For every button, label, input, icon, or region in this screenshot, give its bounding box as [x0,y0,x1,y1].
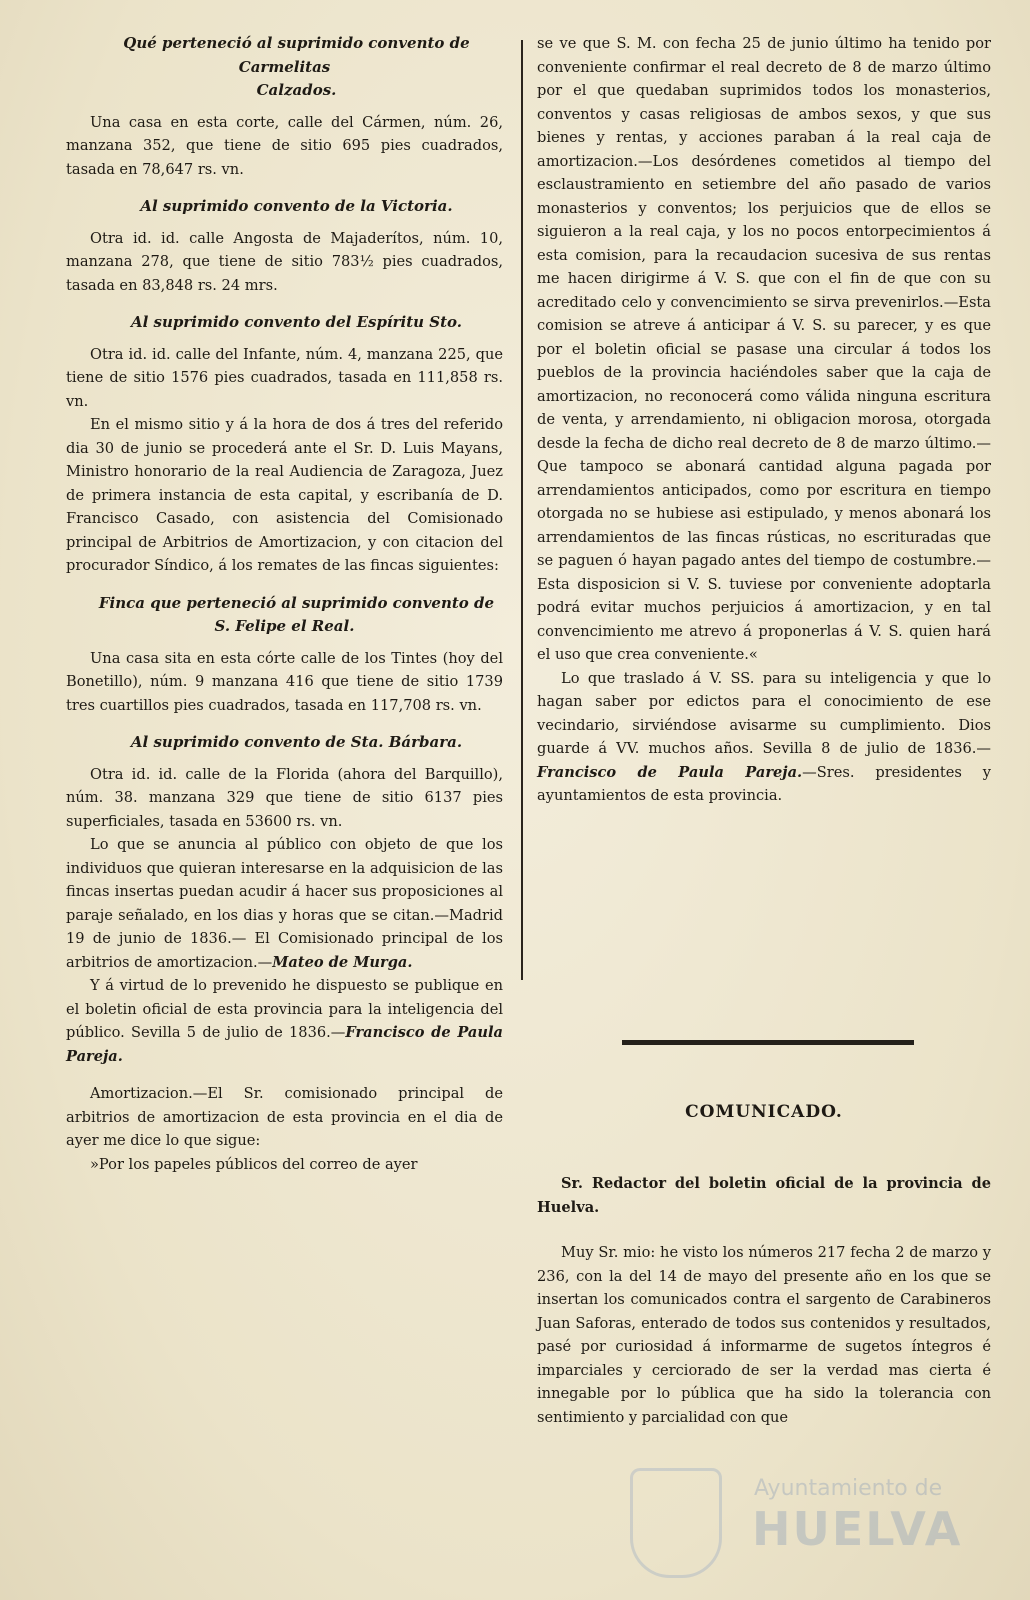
section-divider [622,1040,914,1045]
heading-victoria: Al suprimido convento de la Victoria. [140,197,453,215]
paragraph-casa-tintes: Una casa sita en esta córte calle de los Tintes (hoy del Bonetillo), núm. 9 manzana 416 que tiene de sitio 1739 tres cuartillos pies cuadrados, tasada en 117,708 rs. vn. [66,649,503,714]
signature-pareja-2: Francisco de Paula Pareja. [537,763,803,781]
heading-carmelitas: Qué perteneció al suprimido convento de Carmelitas [123,34,470,76]
shield-icon [630,1468,722,1578]
paragraph-casa-carmen: Una casa en esta corte, calle del Cármen, núm. 26, manzana 352, que tiene de sitio 695 pies cuadrados, tasada en 78,647 rs. vn. [66,113,503,178]
watermark-line2: HUELVA [752,1502,963,1556]
left-column [66,32,503,1176]
heading-comunicado: COMUNICADO. [685,1102,843,1122]
signature-pareja: Francisco de Paula Pareja. [66,1024,503,1065]
watermark-stamp [630,1468,980,1578]
paragraph-casa-angosta: Otra id. id. calle Angosta de Majaderítos, núm. 10, manzana 278, que tiene de sitio 783½ pies cuadrados, tasada en 83,848 rs. 24 mrs. [66,229,503,294]
paragraph-casa-florida: Otra id. id. calle de la Florida (ahora del Barquillo), núm. 38. manzana 329 que tiene de sitio 6137 pies superficiales, tasada en 53600 rs. vn. [66,765,503,830]
heading-felipe-real: Finca que perteneció al suprimido convento de S. Felipe el Real. [98,593,495,635]
column-rule [521,40,523,980]
paragraph-publicacion: Y á virtud de lo prevenido he dispuesto se publique en el boletin oficial de esta provincia para la inteligencia del público. Sevilla 5 de julio de 1836.—Francisco de Paula Pareja. [66,977,503,1065]
heading-santa-barbara: Al suprimido convento de Sta. Bárbara. [130,733,463,751]
right-column-comunicado [537,1172,991,1429]
heading-espiritu-santo: Al suprimido convento del Espíritu Sto. [130,313,463,331]
heading-calzados: Calzados. [256,81,337,99]
paragraph-papeles: »Por los papeles públicos del correo de ayer [90,1155,418,1173]
paragraph-anuncio: Lo que se anuncia al público con objeto de que los individuos que quieran interesarse en la adquisicion de las fincas insertas puedan acudir á hacer sus proposiciones al paraje señalado, en los dias y horas que se citan.—Madrid 19 de junio de 1836.— El Comisionado principal de los arbitrios de amortizacion.—Mateo de Murga. [66,836,503,971]
right-column [537,32,991,808]
paragraph-amortizacion: Amortizacion.—El Sr. comisionado principal de arbitrios de amortizacion de esta provincia en el dia de ayer me dice lo que sigue: [66,1085,503,1149]
signature-murga: Mateo de Murga. [272,953,413,971]
paragraph-casa-infante: Otra id. id. calle del Infante, núm. 4, manzana 225, que tiene de sitio 1576 pies cuadrados, tasada en 111,858 rs. vn. [66,345,503,410]
paragraph-remates: En el mismo sitio y á la hora de dos á tres del referido dia 30 de junio se procederá ante el Sr. D. Luis Mayans, Ministro honorario de la real Audiencia de Zaragoza, Juez de primera instancia de esta capital, y escribanía de D. Francisco Casado, con asistencia del Comisionado principal de Arbitrios de Amortizacion, y con citacion del procurador Síndico, á los remates de las fincas siguientes: [66,416,503,574]
watermark-line1: Ayuntamiento de [754,1476,943,1501]
paragraph-carta: Muy Sr. mio: he visto los números 217 fecha 2 de marzo y 236, con la del 14 de mayo del presente año en los que se insertan los comunicados contra el sargento de Carabineros Juan Saforas, enterado de todos sus contenidos y resultados, pasé por curiosidad á informarme de sugetos íntegros é imparciales y cerciorado de ser la verdad mas cierta é innegable por lo pública que ha sido la tolerancia con sentimiento y parcialidad con que [537,1244,991,1426]
paragraph-decreto: se ve que S. M. con fecha 25 de junio último ha tenido por conveniente confirmar el real decreto de 8 de marzo último por el que quedaban suprimidos todos los monasterios, conventos y casas religiosas de ambos sexos, y que sus bienes y rentas, y acciones paraban á la real caja de amortizacion.—Los desórdenes cometidos al tiempo del esclaustramiento en setiembre del año pasado de varios monasterios y conventos; los perjuicios que de ellos se siguieron a la real caja, y los no pocos entorpecimientos á esta comision, para la recaudacion sucesiva de sus rentas me hacen dirigirme á V. S. que con el fin de que con su acreditado celo y convencimiento se sirva prevenirlos.—Esta comision se atreve á anticipar á V. S. su parecer, y es que por el boletin oficial se pasase una circular á todos los pueblos de la provincia haciéndoles saber que la caja de amortizacion, no reconocerá como válida ninguna escritura de venta, y arrendamiento, ni obligacion morosa, otorgada desde la fecha de dicho real decreto de 8 de marzo último.—Que tampoco se abonará cantidad alguna pagada por arrendamientos anticipados, como por escritura en tiempo otorgada no se hubiese asi estipulado, y menos abonará los arrendamientos de las fincas rústicas, no escrituradas que se paguen ó hayan pagado antes del tiempo de costumbre.— Esta disposicion si V. S. tuviese por conveniente adoptarla podrá evitar muchos perjuicios á amortizacion, y en tal convencimiento me atrevo á proponerlas á V. S. quien hará el uso que crea conveniente.« [537,35,991,663]
addressee: Sr. Redactor del boletin oficial de la provincia de Huelva. [537,1175,991,1216]
paragraph-traslado: Lo que traslado á V. SS. para su inteligencia y que lo hagan saber por edictos para el conocimiento de ese vecindario, sirviéndose avisarme su cumplimiento. Dios guarde á VV. muchos años. Sevilla 8 de julio de 1836.—Francisco de Paula Pareja.—Sres. presidentes y ayuntamientos de esta provincia. [537,669,991,804]
